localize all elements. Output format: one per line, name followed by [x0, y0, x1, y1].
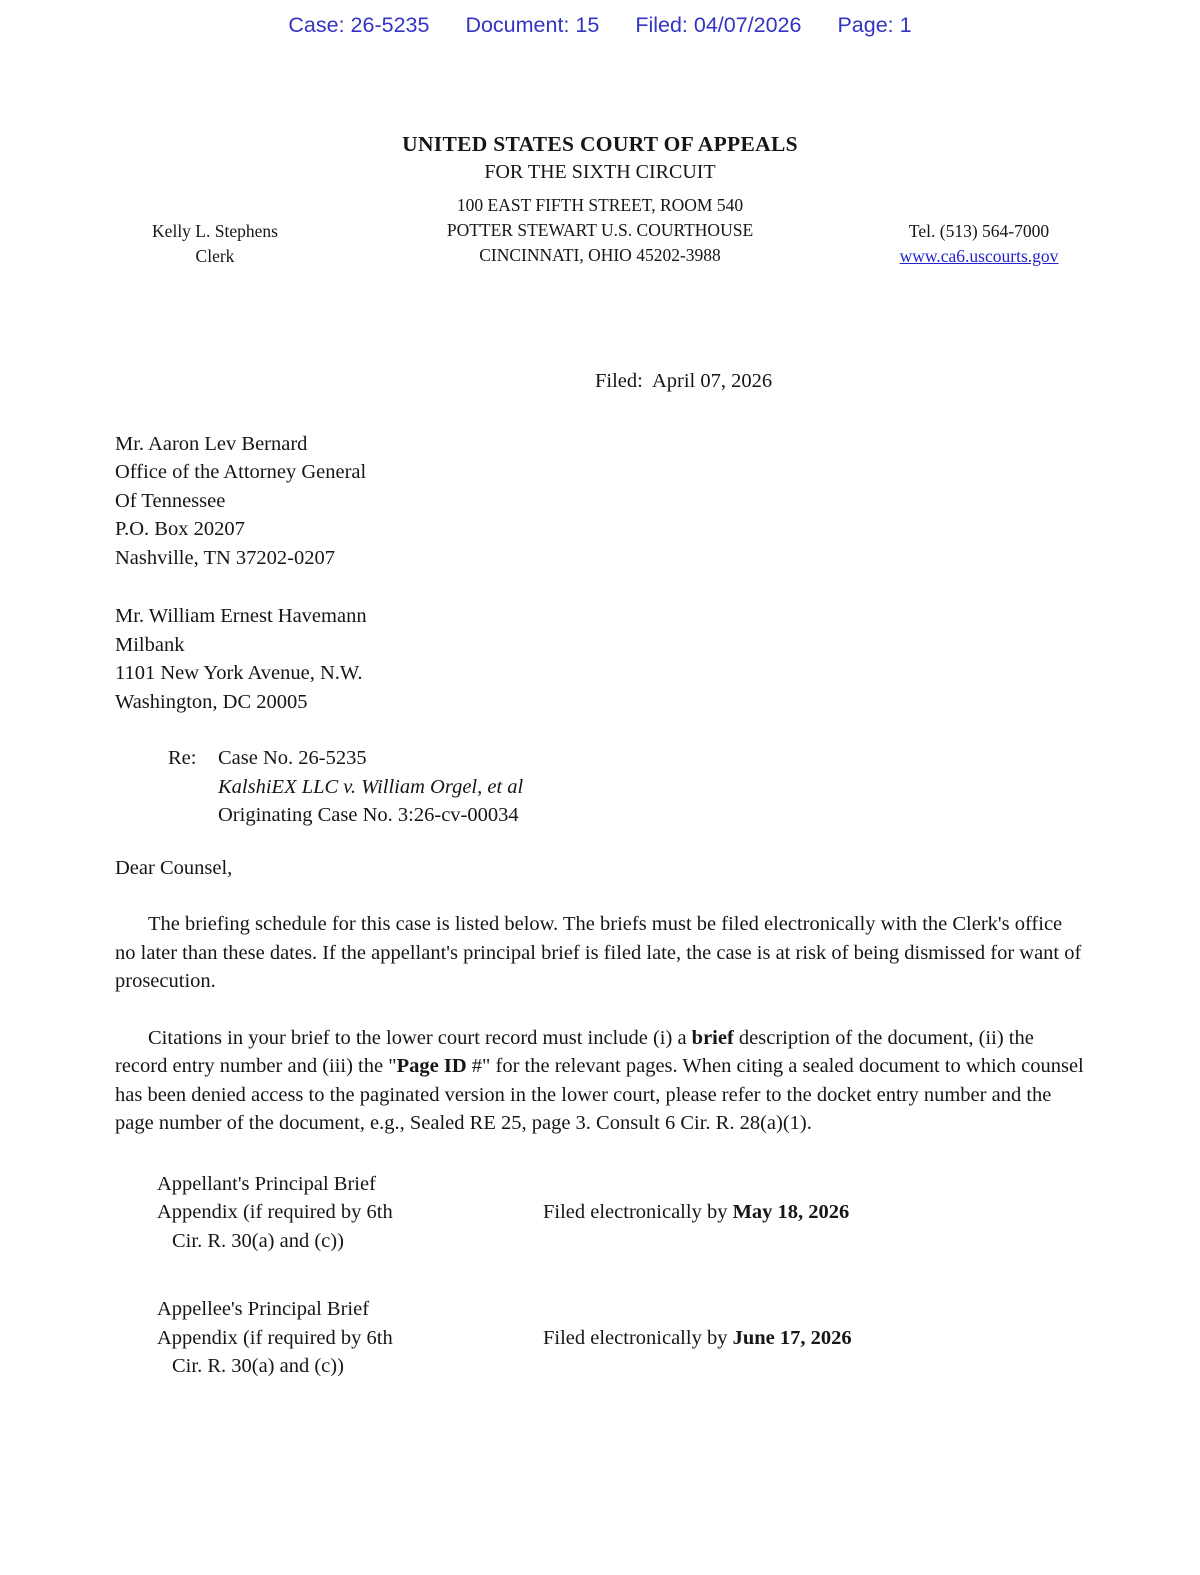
recipient-1-city: Nashville, TN 37202-0207 [115, 546, 335, 569]
recipient-2-org: Milbank [115, 633, 185, 656]
stamp-page-number: Page: 1 [837, 13, 912, 37]
pacer-header-stamp [0, 0, 1200, 38]
appellant-brief-line-1: Appellant's Principal Brief [157, 1172, 376, 1195]
court-masthead [0, 132, 1200, 269]
appellant-due-prefix: Filed electronically by [543, 1201, 733, 1223]
paragraph-briefing-schedule: The briefing schedule for this case is listed below. The briefs must be filed electronically with the Clerk's office no later than these dates. If the appellant's principal brief is filed late, the case is at risk of being dismissed for want of prosecution. [115, 913, 1082, 992]
recipient-2-street: 1101 New York Avenue, N.W. [115, 662, 363, 684]
recipient-address-2 [115, 602, 1085, 716]
appellant-due-date: May 18, 2026 [732, 1201, 850, 1223]
citation-text-1: Citations in your brief to the lower court record must include (i) a [148, 1026, 692, 1049]
citation-text-3: #" for the relevant pages. When citing a sealed document to which counsel has been denied access to the paginated version in the lower court, please refer to the docket entry number and the page number of the document, e.g., Sealed RE 25, page 3. Consult 6 Cir. R. 28(a)(1). [115, 1055, 1084, 1134]
appellee-brief-line-1: Appellee's Principal Brief [157, 1298, 370, 1320]
stamp-filed-date: Filed: 04/07/2026 [635, 13, 802, 37]
appellant-brief-line-3: Cir. R. 30(a) and (c)) [172, 1229, 344, 1252]
bold-term-brief: brief [691, 1026, 734, 1049]
appellant-due-line [543, 1170, 849, 1256]
appellant-brief-line-2: Appendix (if required by 6th [157, 1201, 393, 1223]
schedule-row-appellee [115, 1295, 1085, 1381]
clerk-name: Kelly L. Stephens [152, 221, 278, 241]
recipient-1-street: P.O. Box 20207 [115, 518, 245, 540]
court-name: UNITED STATES COURT OF APPEALS [402, 132, 798, 156]
appellee-brief-line-2: Appendix (if required by 6th [157, 1326, 393, 1349]
court-address-line-1: 100 EAST FIFTH STREET, ROOM 540 [456, 195, 744, 215]
re-case-name: KalshiEX LLC v. William Orgel, et al [218, 775, 524, 798]
recipient-2-name: Mr. William Ernest Havemann [115, 605, 367, 627]
court-website-link[interactable]: www.ca6.uscourts.gov [899, 246, 1059, 266]
clerk-block [0, 219, 430, 269]
re-block [115, 744, 1085, 830]
court-contact-block [764, 219, 1194, 269]
filed-date-line: Filed: April 07, 2026 [595, 370, 773, 392]
briefing-schedule [115, 1170, 1085, 1381]
letter-body [0, 367, 1200, 1381]
stamp-case-number: Case: 26-5235 [288, 13, 430, 37]
appellee-brief-line-3: Cir. R. 30(a) and (c)) [172, 1355, 344, 1377]
re-originating-case-number: Originating Case No. 3:26-cv-00034 [218, 804, 519, 826]
appellee-brief-item [157, 1295, 543, 1381]
appellee-due-prefix: Filed electronically by [543, 1326, 733, 1349]
bold-term-page-id: Page ID [396, 1055, 467, 1077]
recipient-1-org-line-2: Of Tennessee [115, 489, 226, 512]
citation-text-2: description of the document, (ii) the record entry number and (iii) the " [115, 1026, 1034, 1077]
clerk-title: Clerk [195, 246, 235, 266]
recipient-address-1 [115, 430, 1085, 573]
re-content [218, 744, 523, 830]
stamp-document-number: Document: 15 [465, 13, 600, 37]
recipient-2-city: Washington, DC 20005 [115, 690, 308, 713]
schedule-row-appellant [115, 1170, 1085, 1256]
recipient-1-name: Mr. Aaron Lev Bernard [115, 432, 308, 455]
court-address-block [447, 193, 753, 269]
appellant-brief-item [157, 1170, 543, 1256]
re-label: Re: [168, 747, 197, 769]
masthead-address-row [0, 193, 1200, 269]
court-circuit: FOR THE SIXTH CIRCUIT [484, 161, 716, 183]
court-phone: Tel. (513) 564-7000 [908, 221, 1050, 241]
court-address-line-2: POTTER STEWART U.S. COURTHOUSE [446, 220, 754, 240]
appellee-due-date: June 17, 2026 [732, 1326, 852, 1349]
court-address-line-3: CINCINNATI, OHIO 45202-3988 [479, 245, 721, 265]
recipient-1-org-line-1: Office of the Attorney General [115, 461, 367, 483]
re-case-number: Case No. 26-5235 [218, 747, 367, 769]
appellee-due-line [543, 1295, 852, 1381]
salutation: Dear Counsel, [115, 856, 233, 879]
paragraph-citation-requirements [115, 1024, 1085, 1138]
